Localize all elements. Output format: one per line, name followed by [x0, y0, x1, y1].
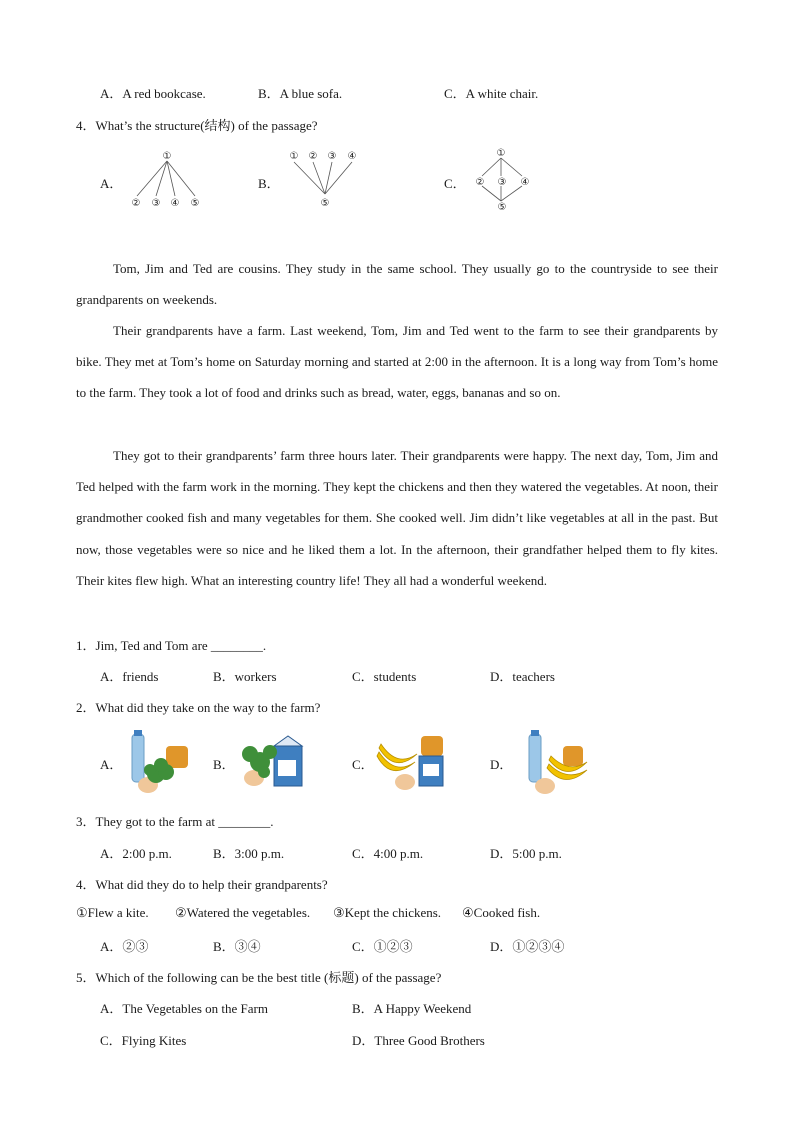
node-3: ③: [327, 151, 337, 162]
q1-option-d[interactable]: D．teachers: [490, 669, 555, 684]
question-number: 3．: [76, 814, 96, 829]
paragraph-text: Tom, Jim and Ted are cousins. They study in the same school. They usually go to the countryside to see their grandparents on weekends.: [76, 261, 718, 308]
prev-option-b: B．A blue sofa.: [258, 86, 343, 101]
q1-option-a[interactable]: A．friends: [100, 669, 159, 684]
food-picture-a: [124, 730, 194, 800]
egg-icon: [535, 778, 555, 794]
node-2: ②: [308, 151, 318, 162]
paragraph-text: They got to their grandparents’ farm three hours later. Their grandparents were happy. The next day, Tom, Jim and Ted helped with the farm work in the morning. They kept the chickens and then they watered the vegetables. At noon, their grandmother cooked fish and many vegetables for them. She cooked well. Jim didn’t like vegetables at all in the past. But now, those vegetables were so nice and he liked them a lot. In the afternoon, their grandfather helped them to fly kites. Their kites flew high. What an interesting country life! They all had a wonderful weekend.: [76, 448, 718, 588]
q3-option-d[interactable]: D．5:00 p.m.: [490, 846, 562, 861]
question-4: [76, 874, 328, 893]
question-1: [76, 635, 266, 654]
q3-option-b[interactable]: B．3:00 p.m.: [213, 846, 285, 861]
q1-option-b[interactable]: B．workers: [213, 669, 277, 684]
water-bottle-icon: [529, 734, 541, 782]
structure-option-a-label: A．: [100, 176, 123, 191]
q4-statement-2: ②Watered the vegetables.: [175, 905, 311, 920]
passage-paragraph-1: [76, 253, 718, 315]
q5-option-b[interactable]: B．A Happy Weekend: [352, 1001, 472, 1016]
node-5: ⑤: [190, 198, 200, 209]
question-text: What’s the structure(结构) of the passage?: [95, 118, 318, 133]
passage-paragraph-2: [76, 315, 718, 409]
structure-question: [76, 115, 318, 134]
bread-icon: [563, 746, 583, 766]
q4-statement-1: ①Flew a kite.: [76, 905, 149, 920]
q4-option-a[interactable]: A．②③: [100, 939, 149, 954]
food-picture-d: [525, 730, 589, 800]
q3-option-c[interactable]: C．4:00 p.m.: [352, 846, 424, 861]
question-number: 5．: [76, 970, 96, 985]
question-3: [76, 811, 274, 830]
question-text: Jim, Ted and Tom are ________.: [95, 638, 267, 653]
question-text: What did they take on the way to the farm?: [95, 700, 321, 715]
paragraph-text: Their grandparents have a farm. Last weekend, Tom, Jim and Ted went to the farm to see their grandparents by bike. They met at Tom’s home on Saturday morning and started at 2:00 in the afternoon. It is a long way from Tom’s home to the farm. They took a lot of food and drinks such as bread, water, eggs, bananas and so on.: [76, 323, 718, 401]
bread-icon: [421, 736, 443, 756]
prev-option-a: A．A red bookcase.: [100, 86, 206, 101]
node-5: ⑤: [497, 202, 507, 213]
question-number: 4．: [76, 877, 96, 892]
egg-icon: [395, 774, 415, 790]
question-5: [76, 967, 441, 986]
q2-option-a[interactable]: A．: [100, 757, 123, 772]
node-3: ③: [497, 177, 507, 188]
node-5: ⑤: [320, 198, 330, 209]
q2-option-c[interactable]: C．: [352, 757, 374, 772]
milk-label-icon: [278, 760, 296, 776]
q3-option-a[interactable]: A．2:00 p.m.: [100, 846, 172, 861]
structure-option-b-label: B．: [258, 176, 280, 191]
q5-option-a[interactable]: A．The Vegetables on the Farm: [100, 1001, 268, 1016]
q4-option-c[interactable]: C．①②③: [352, 939, 413, 954]
q1-option-c[interactable]: C．students: [352, 669, 417, 684]
q4-statement-3: ③Kept the chickens.: [333, 905, 442, 920]
bread-icon: [166, 746, 188, 768]
question-number: 2．: [76, 700, 96, 715]
node-4: ④: [170, 198, 180, 209]
node-4: ④: [347, 151, 357, 162]
node-3: ③: [151, 198, 161, 209]
q2-option-d[interactable]: D．: [490, 757, 513, 772]
q2-option-b[interactable]: B．: [213, 757, 235, 772]
q4-option-b[interactable]: B．③④: [213, 939, 261, 954]
milk-label-icon: [423, 764, 439, 776]
milk-carton-top-icon: [274, 736, 302, 746]
node-2: ②: [131, 198, 141, 209]
water-bottle-icon: [132, 734, 144, 782]
question-text: What did they do to help their grandparents?: [95, 877, 328, 892]
question-2: [76, 697, 320, 716]
question-number: 1．: [76, 638, 96, 653]
structure-diagram-a: [125, 146, 215, 216]
q5-option-d[interactable]: D．Three Good Brothers: [352, 1033, 485, 1048]
structure-diagram-c: [470, 143, 540, 219]
node-1: ①: [289, 151, 299, 162]
bottle-cap-icon: [134, 730, 142, 736]
bottle-cap-icon: [531, 730, 539, 736]
prev-option-c: C．A white chair.: [444, 86, 539, 101]
structure-diagram-b: [284, 146, 364, 216]
q4-option-d[interactable]: D．①②③④: [490, 939, 565, 954]
food-picture-b: [240, 732, 310, 800]
question-text: Which of the following can be the best title (标题) of the passage?: [95, 970, 442, 985]
question-text: They got to the farm at ________.: [95, 814, 274, 829]
node-1: ①: [162, 151, 172, 162]
node-4: ④: [520, 177, 530, 188]
q5-option-c[interactable]: C．Flying Kites: [100, 1033, 187, 1048]
banana-icon: [377, 744, 417, 771]
node-1: ①: [496, 148, 506, 159]
food-picture-c: [375, 732, 447, 800]
passage-paragraph-3: [76, 440, 718, 596]
structure-option-c-label: C．: [444, 176, 466, 191]
node-2: ②: [475, 177, 485, 188]
question-number: 4．: [76, 118, 96, 133]
q4-statement-4: ④Cooked fish.: [462, 905, 541, 920]
